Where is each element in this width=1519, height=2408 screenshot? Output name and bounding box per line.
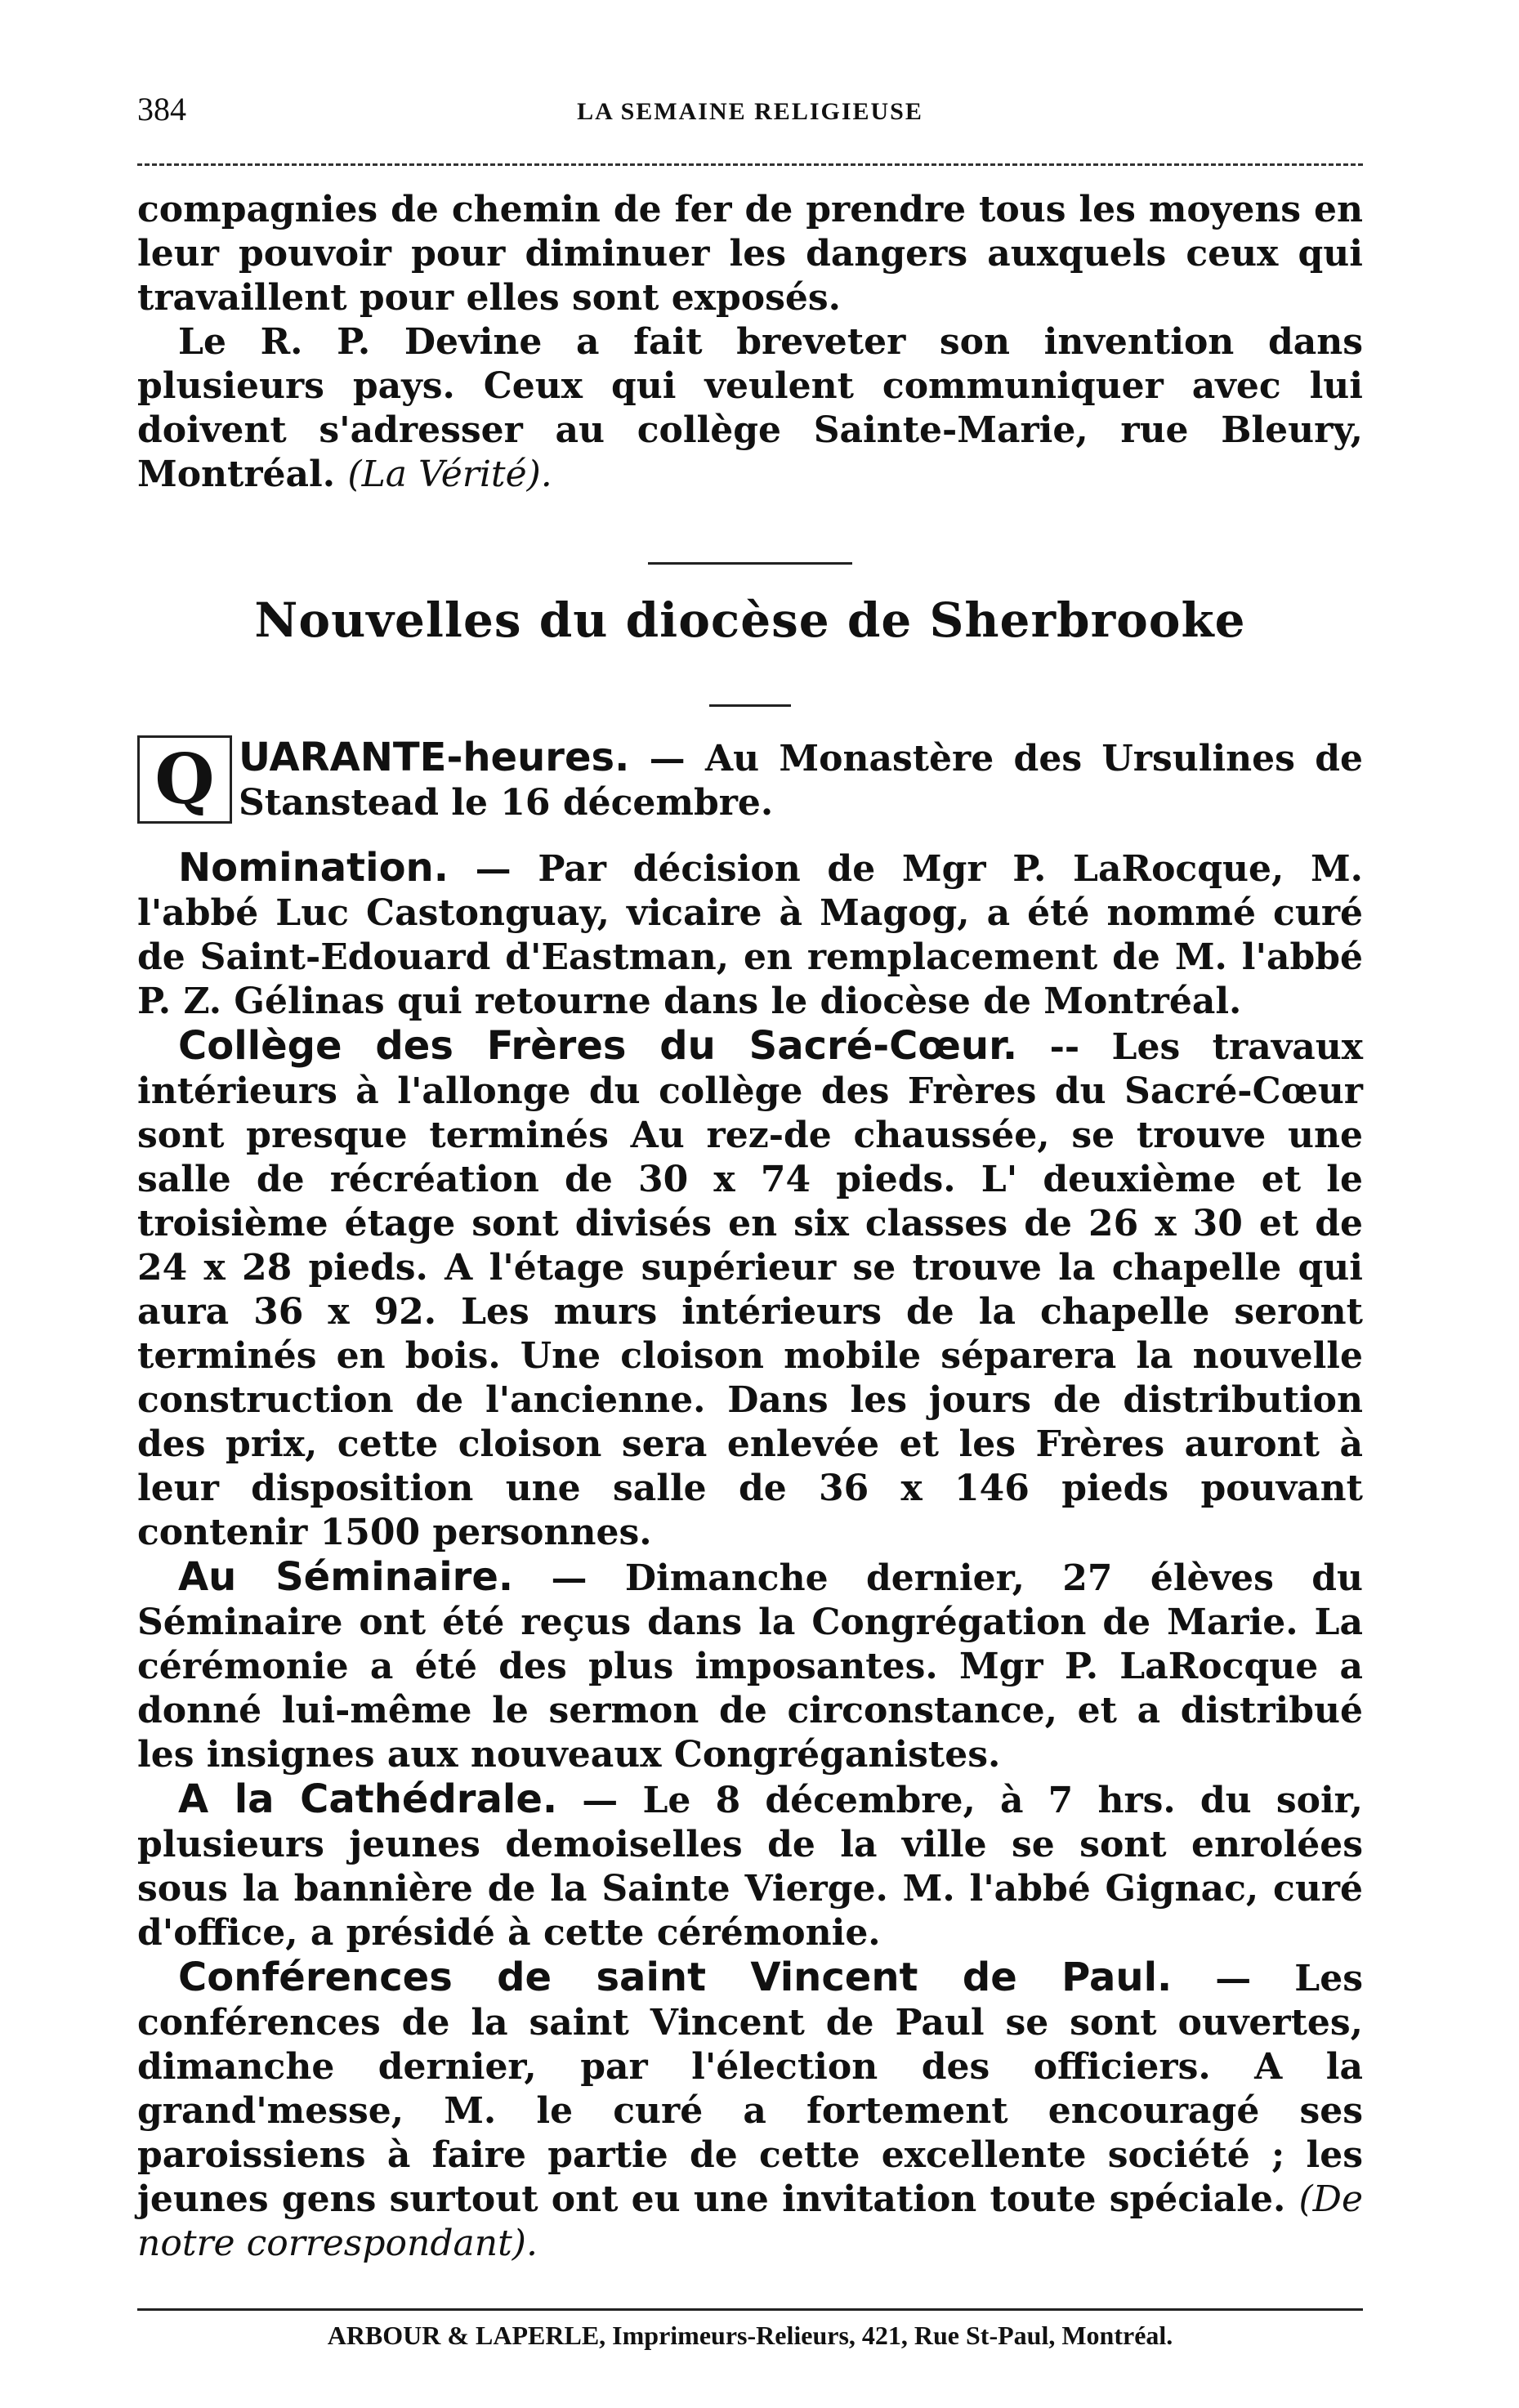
intro-paragraph-2 xyxy=(137,320,1363,497)
footer-rule xyxy=(137,2308,1363,2311)
item-conferences-text: — Les conférences de la saint Vincent de Paul se sont ouvertes, dimanche dernier, par l'élection des officiers. A la grand'messe, M. le curé a fortement encouragé ses paroissiens à faire partie de cette excellente société ; les jeunes gens surtout ont eu une invitation toute spéciale. xyxy=(137,1958,1363,2220)
item-nomination-lead: Nomination. xyxy=(178,845,449,891)
dropcap-ornament xyxy=(137,735,232,824)
intro-source: (La Vérité). xyxy=(347,453,552,495)
running-header xyxy=(137,82,1363,139)
item-conferences-lead: Conférences de saint Vincent de Paul. xyxy=(178,1955,1173,2000)
item-quarante-heures-text: — Au Monastère des Ursulines de Stanstead le 16 décembre. xyxy=(239,738,1363,824)
section-separator-bottom xyxy=(709,704,791,707)
dropcap-letter: Q xyxy=(154,739,215,820)
item-quarante-heures xyxy=(239,735,1363,825)
item-cathedrale-text: — Le 8 décembre, à 7 hrs. du soir, plusieurs jeunes demoiselles de la ville se sont enrolées sous la bannière de la Sainte Vierge. M. l'abbé Gignac, curé d'office, a présidé à cette cérémonie. xyxy=(137,1780,1363,1954)
item-college-lead: Collège des Frères du Sacré-Cœur. xyxy=(178,1023,1018,1069)
header-rule xyxy=(137,163,1363,166)
intro-paragraph-2-text: Le R. P. Devine a fait breveter son invention dans plusieurs pays. Ceux qui veulent communiquer avec lui doivent s'adresser au collège Sainte-Marie, rue Bleury, Montréal. xyxy=(137,321,1363,495)
page-number: 384 xyxy=(137,91,186,127)
item-nomination xyxy=(137,846,1363,1024)
item-seminaire-lead: Au Séminaire. xyxy=(178,1554,514,1600)
item-cathedrale xyxy=(137,1777,1363,1955)
item-conferences xyxy=(137,1955,1363,2266)
item-cathedrale-lead: A la Cathédrale. xyxy=(178,1776,558,1822)
running-title: LA SEMAINE RELIGIEUSE xyxy=(577,98,923,125)
items-block xyxy=(137,846,1363,2266)
item-conferences-source: (De notre correspondant). xyxy=(137,2178,1363,2264)
item-quarante-heures-paragraph xyxy=(239,735,1363,825)
item-nomination-text: — Par décision de Mgr P. LaRocque, M. l'abbé Luc Castonguay, vicaire à Magog, a été nommé curé de Saint-Edouard d'Eastman, en remplacement de M. l'abbé P. Z. Gélinas qui retourne dans le diocèse de Montréal. xyxy=(137,848,1363,1022)
item-seminaire-text: — Dimanche dernier, 27 élèves du Séminaire ont été reçus dans la Congrégation de Marie. La cérémonie a été des plus imposantes. Mgr P. LaRocque a donné lui-même le sermon de circonstance, et a distribué les insignes aux nouveaux Congréganistes. xyxy=(137,1557,1363,1776)
document-page xyxy=(137,82,1363,2353)
printer-imprint: ARBOUR & LAPERLE, Imprimeurs-Relieurs, 421, Rue St-Paul, Montréal. xyxy=(327,2321,1173,2350)
item-college-text: -- Les travaux intérieurs à l'allonge du collège des Frères du Sacré-Cœur sont presque terminés Au rez-de chaussée, se trouve une salle de récréation de 30 x 74 pieds. L' deuxième et le troisième étage sont divisés en six classes de 26 x 30 et de 24 x 28 pieds. A l'étage supérieur se trouve la chapelle qui aura 36 x 92. Les murs intérieurs de la chapelle seront terminés en bois. Une cloison mobile séparera la nouvelle construction de l'ancienne. Dans les jours de distribution des prix, cette cloison sera enlevée et les Frères auront à leur disposition une salle de 36 x 146 pieds pouvant contenir 1500 personnes. xyxy=(137,1026,1363,1553)
section-title: Nouvelles du diocèse de Sherbrooke xyxy=(254,592,1246,648)
section-separator-top xyxy=(648,562,852,565)
intro-paragraph-1: compagnies de chemin de fer de prendre tous les moyens en leur pouvoir pour diminuer les dangers auxquels ceux qui travaillent pour elles sont exposés. xyxy=(137,189,1363,319)
item-college xyxy=(137,1024,1363,1555)
intro-block xyxy=(137,188,1363,497)
item-seminaire xyxy=(137,1555,1363,1777)
item-quarante-heures-lead: UARANTE-heures. xyxy=(239,735,630,780)
